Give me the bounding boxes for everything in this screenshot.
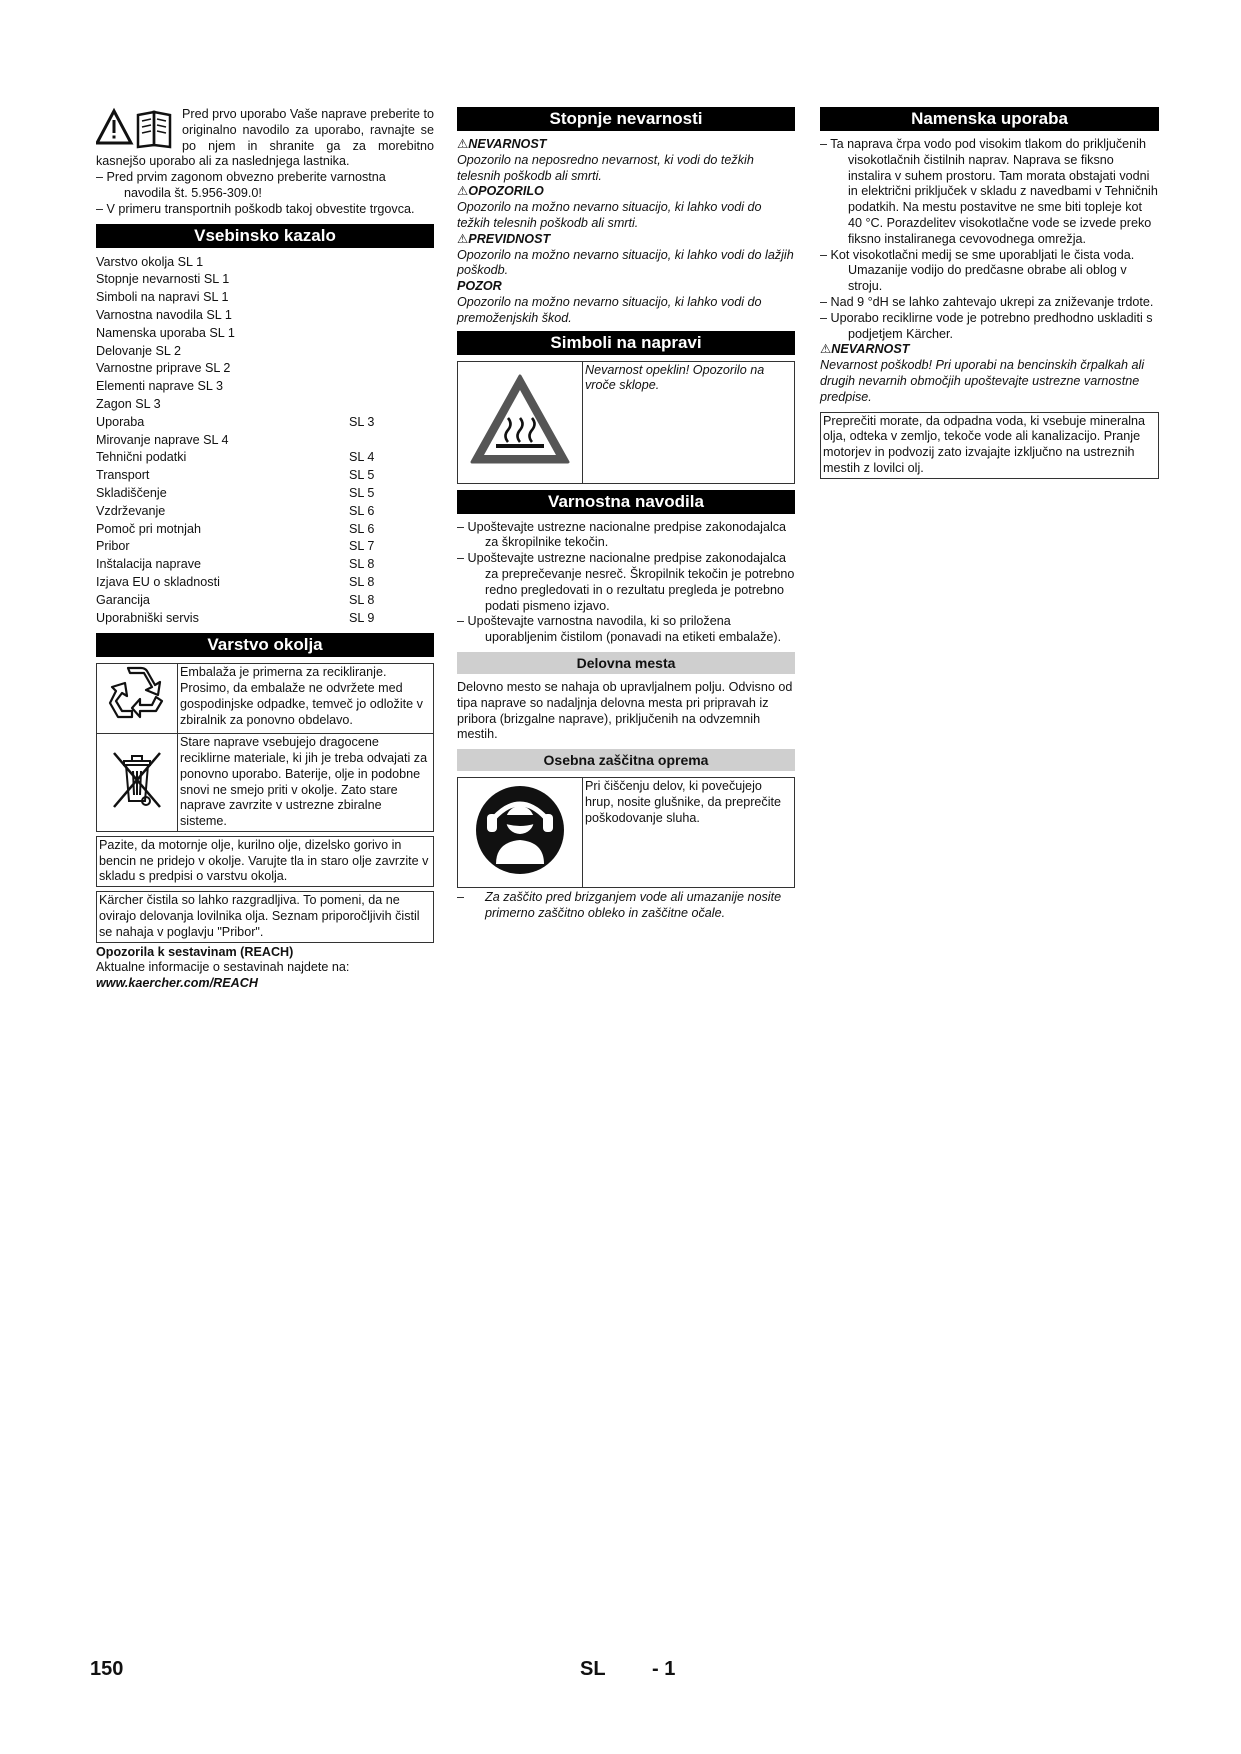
toc-row[interactable] (96, 414, 434, 432)
ppe-note-dash: – (457, 890, 465, 905)
symbols-heading: Simboli na napravi (457, 331, 795, 355)
toc-label: Mirovanje naprave SL 4 (96, 432, 229, 447)
danger-text: Nevarnost poškodb! Pri uporabi na bencinskih črpalkah ali drugih nevarnih območjih upoštevajte ustrezne varnostne predpise. (820, 358, 1145, 404)
toc-page (349, 396, 434, 414)
reach-text: Aktualne informacije o sestavinah najdete na: (96, 960, 350, 975)
toc-row[interactable] (96, 574, 434, 592)
safety-item: – Upoštevajte ustrezne nacionalne predpise zakonodajalca za škropilnike tekočin. (457, 519, 787, 550)
toc-page: SL 7 (349, 539, 375, 554)
intended-use-item: – Uporabo reciklirne vode je potrebno predhodno uskladiti s podjetjem Kärcher. (820, 310, 1153, 341)
toc-page (349, 432, 434, 450)
crossed-bin-icon (106, 747, 168, 813)
ppe-cell (458, 778, 583, 888)
toc-row[interactable] (96, 396, 434, 414)
level-text: Opozorilo na možno nevarno situacijo, ki lahko vodi do težkih telesnih poškodb ali smrti. (457, 200, 762, 230)
danger-levels (457, 137, 795, 327)
table-of-contents (96, 254, 434, 628)
toc-row[interactable] (96, 378, 434, 396)
toc-label: Transport (96, 468, 150, 483)
toc-row[interactable] (96, 467, 434, 485)
toc-label: Izjava EU o skladnosti (96, 574, 220, 589)
toc-row[interactable] (96, 307, 434, 325)
safety-heading: Varnostna navodila (457, 490, 795, 514)
toc-label: Varstvo okolja SL 1 (96, 254, 204, 269)
ppe-text: Pri čiščenju delov, ki povečujejo hrup, nosite glušnike, da preprečite poškodovanje sluha. (583, 778, 795, 888)
hot-surface-warning-icon (468, 372, 572, 468)
page-number: 150 (90, 1658, 124, 1680)
ppe-heading: Osebna zaščitna oprema (457, 749, 795, 771)
recycle-cell (97, 664, 178, 734)
toc-heading: Vsebinsko kazalo (96, 224, 434, 248)
hot-surface-cell (458, 361, 583, 483)
intro-bullet: – V primeru transportnih poškodb takoj obvestite trgovca. (96, 201, 415, 216)
column-right (820, 107, 1159, 479)
toc-page (349, 289, 434, 307)
toc-label: Inštalacija naprave (96, 557, 202, 572)
oil-notice-box: Pazite, da motornje olje, kurilno olje, dizelsko gorivo in bencin ne pridejo v okolje. Varujte tla in staro olje zavrzite v skladu s predpisi o varstvu okolja. (96, 836, 434, 887)
intro-section (96, 107, 434, 218)
toc-page (349, 325, 434, 343)
hot-surface-text: Nevarnost opeklin! Opozorilo na vroče sklope. (583, 361, 795, 483)
toc-row[interactable] (96, 556, 434, 574)
toc-row[interactable] (96, 289, 434, 307)
level-text: Opozorilo na možno nevarno situacijo, ki lahko vodi do lažjih poškodb. (457, 247, 794, 278)
danger-title: ⚠NEVARNOST (820, 342, 910, 357)
toc-label: Varnostna navodila SL 1 (96, 307, 232, 322)
toc-row[interactable] (96, 521, 434, 539)
toc-label: Garancija (96, 592, 150, 607)
recycle-text: Embalaža je primerna za recikliranje. Prosimo, da embalaže ne odvržete med gospodinjske odpadke, temveč jo odložite v zbiralnik za ponovno obdelavo. (178, 664, 434, 734)
toc-row[interactable] (96, 271, 434, 289)
toc-label: Skladiščenje (96, 485, 167, 500)
toc-row[interactable] (96, 343, 434, 361)
ppe-table (457, 777, 795, 888)
toc-label: Varnostne priprave SL 2 (96, 361, 231, 376)
toc-page (349, 307, 434, 325)
toc-page: SL 5 (349, 468, 375, 483)
toc-label: Vzdrževanje (96, 503, 166, 518)
reach-url[interactable]: www.kaercher.com/REACH (96, 976, 258, 991)
recycle-icon (106, 665, 168, 727)
toc-label: Tehnični podatki (96, 450, 187, 465)
intended-use-item: – Nad 9 °dH se lahko zahtevajo ukrepi za zniževanje trdote. (820, 294, 1154, 309)
toc-page: SL 3 (349, 414, 375, 429)
footer-lang: SL (580, 1658, 606, 1680)
toc-page: SL 9 (349, 610, 375, 625)
reach-title: Opozorila k sestavinam (REACH) (96, 944, 294, 959)
toc-page (349, 254, 434, 272)
cleaner-notice-box: Kärcher čistila so lahko razgradljiva. To pomeni, da ne ovirajo delovanja lovilnika olja. Seznam priporočljivih čistil se nahaja v poglavju "Pribor". (96, 891, 434, 942)
toc-label: Stopnje nevarnosti SL 1 (96, 272, 230, 287)
toc-page: SL 6 (349, 503, 375, 518)
toc-label: Zagon SL 3 (96, 396, 161, 411)
intro-text: Pred prvo uporabo Vaše naprave preberite to originalno navodilo za uporabo, ravnajte se po njem in shranite ga za morebitno kasnejšo uporabo ali za naslednjega lastnika. (96, 107, 434, 169)
warning-book-icon (96, 107, 178, 149)
toc-page (349, 271, 434, 289)
column-middle (457, 107, 795, 922)
intended-use-item: – Ta naprava črpa vodo pod visokim tlakom do priključenih visokotlačnih čistilnih naprav. Naprava se fiksno instalira v suhem prostoru. Tam morata obstajati vodni in električni priključek v skladu z navedbami v Tehničnih podatkih. Na mestu postavitve ne sme biti topleje kot 40 °C. Porazdelitev visokotlačne vode se izvede preko fiksno instaliranega cevovodnega omrežja. (820, 137, 1158, 246)
toc-page: SL 6 (349, 521, 375, 536)
toc-row[interactable] (96, 432, 434, 450)
weee-cell (97, 734, 178, 832)
toc-label: Simboli na napravi SL 1 (96, 290, 229, 305)
toc-row[interactable] (96, 610, 434, 628)
level-text: Opozorilo na možno nevarno situacijo, ki lahko vodi do premoženjskih škod. (457, 294, 762, 325)
toc-row[interactable] (96, 449, 434, 467)
ppe-note-text: Za zaščito pred brizganjem vode ali umazanije nosite primerno zaščitno obleko in zaščitne očale. (485, 890, 782, 920)
intro-bullet: – Pred prvim zagonom obvezno preberite varnostna navodila št. 5.956-309.0! (96, 170, 386, 200)
level-text: Opozorilo na neposredno nevarnost, ki vodi do težkih telesnih poškodb ali smrti. (457, 152, 754, 183)
workplace-heading: Delovna mesta (457, 652, 795, 674)
toc-row[interactable] (96, 485, 434, 503)
intended-use-item: – Kot visokotlačni medij se sme uporabljati le čista voda. Umazanije vodijo do predčasne obrabe ali oblog v stroju. (820, 247, 1135, 294)
toc-page: SL 5 (349, 485, 375, 500)
toc-label: Pomoč pri motnjah (96, 521, 201, 536)
toc-page: SL 8 (349, 557, 375, 572)
footer-subpage: - 1 (652, 1658, 676, 1680)
toc-row[interactable] (96, 254, 434, 272)
environment-heading: Varstvo okolja (96, 633, 434, 657)
ear-eye-protection-icon (474, 784, 566, 876)
toc-page (349, 360, 434, 378)
level-title: ⚠OPOZORILO (457, 184, 544, 199)
toc-label: Elementi naprave SL 3 (96, 379, 223, 394)
level-title: ⚠NEVARNOST (457, 137, 547, 151)
toc-label: Delovanje SL 2 (96, 343, 181, 358)
safety-item: – Upoštevajte ustrezne nacionalne predpise zakonodajalca za preprečevanje nesreč. Škropilnik tekočin je potrebno redno pregledovati in o rezultatu pregleda je potrebno podati pismeno izjavo. (457, 551, 795, 613)
safety-item: – Upoštevajte varnostna navodila, ki so priložena uporabljenim čistilom (ponavadi na etiketi embalaže). (457, 614, 782, 645)
symbols-table (457, 361, 795, 484)
intended-use-heading: Namenska uporaba (820, 107, 1159, 131)
toc-label: Pribor (96, 539, 130, 554)
ppe-note (457, 890, 795, 922)
wastewater-notice-box: Preprečiti morate, da odpadna voda, ki vsebuje mineralna olja, odteka v zemljo, tekoče vode ali kanalizacijo. Pranje motorjev in podvozij zato izvajajte izključno na ustreznih mestih z lovilci olj. (820, 412, 1159, 479)
toc-page: SL 8 (349, 574, 375, 589)
danger-levels-heading: Stopnje nevarnosti (457, 107, 795, 131)
toc-row[interactable] (96, 592, 434, 610)
level-title: ⚠PREVIDNOST (457, 231, 551, 246)
toc-label: Uporaba (96, 414, 145, 429)
workplace-text: Delovno mesto se nahaja ob upravljalnem polju. Odvisno od tipa naprave so nadaljnja delovna mesta pri pripravah iz pribora (brizgalne naprave), priključenih na odvzemnih mestih. (457, 679, 793, 742)
toc-page: SL 8 (349, 592, 375, 607)
weee-text: Stare naprave vsebujejo dragocene reciklirne materiale, ki jih je treba odvajati za ponovno uporabo. Baterije, olje in podobne snovi ne smejo priti v okolje. Zato stare naprave zavrzite v ustrezne zbiralne sisteme. (178, 734, 434, 832)
toc-row[interactable] (96, 538, 434, 556)
toc-row[interactable] (96, 503, 434, 521)
toc-page (349, 378, 434, 396)
toc-row[interactable] (96, 360, 434, 378)
environment-table (96, 663, 434, 832)
toc-label: Uporabniški servis (96, 610, 199, 625)
toc-row[interactable] (96, 325, 434, 343)
toc-label: Namenska uporaba SL 1 (96, 325, 235, 340)
column-left (96, 107, 434, 992)
toc-page (349, 343, 434, 361)
toc-page: SL 4 (349, 450, 375, 465)
level-title: POZOR (457, 279, 502, 294)
